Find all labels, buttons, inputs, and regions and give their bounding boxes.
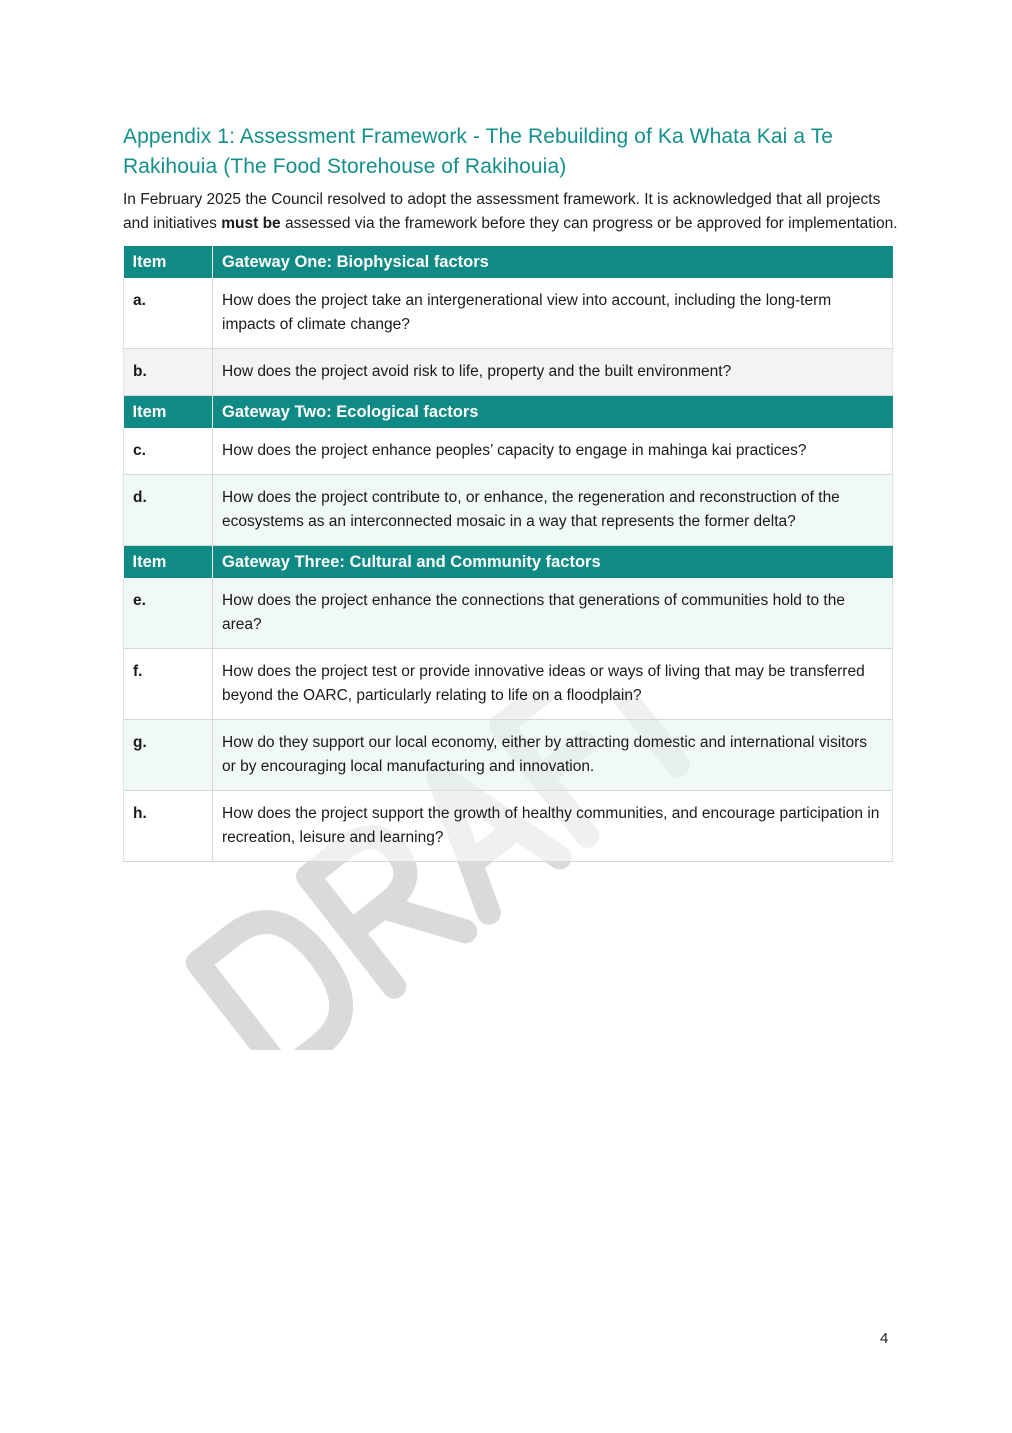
item-question: How does the project take an intergenerational view into account, including the long-term impacts of climate change? [213, 278, 893, 349]
item-column-header: Item [124, 546, 213, 579]
item-question: How does the project test or provide innovative ideas or ways of living that may be transferred beyond the OARC, particularly relating to life on a floodplain? [213, 649, 893, 720]
table-row [124, 649, 893, 720]
table-header-row [124, 246, 893, 278]
item-column-header: Item [124, 246, 213, 278]
item-question: How does the project avoid risk to life, property and the built environment? [213, 349, 893, 396]
table-row [124, 578, 893, 649]
gateway-three-header: Gateway Three: Cultural and Community factors [213, 546, 893, 579]
table-row [124, 791, 893, 862]
page-number: 4 [880, 1330, 889, 1347]
document-body [123, 122, 898, 862]
page-title: Appendix 1: Assessment Framework - The Rebuilding of Ka Whata Kai a Te Rakihouia (The Food Storehouse of Rakihouia) [123, 125, 834, 178]
item-label: d. [124, 475, 213, 546]
item-column-header: Item [124, 396, 213, 429]
item-label: e. [124, 578, 213, 649]
item-question: How does the project enhance the connections that generations of communities hold to the area? [213, 578, 893, 649]
item-label: h. [124, 791, 213, 862]
item-label: g. [124, 720, 213, 791]
table-row [124, 428, 893, 475]
intro-text: In February 2025 the Council resolved to adopt the assessment framework. It is acknowledged that all projects and initiatives [123, 191, 881, 232]
item-question: How does the project enhance peoples’ capacity to engage in mahinga kai practices? [213, 428, 893, 475]
item-question: How do they support our local economy, either by attracting domestic and international visitors or by encouraging local manufacturing and innovation. [213, 720, 893, 791]
item-question: How does the project contribute to, or enhance, the regeneration and reconstruction of the ecosystems as an interconnected mosaic in a way that represents the former delta? [213, 475, 893, 546]
item-label: f. [124, 649, 213, 720]
gateway-one-header: Gateway One: Biophysical factors [213, 246, 893, 278]
item-label: c. [124, 428, 213, 475]
table-row [124, 720, 893, 791]
item-question: How does the project support the growth of healthy communities, and encourage participation in recreation, leisure and learning? [213, 791, 893, 862]
gateway-two-header: Gateway Two: Ecological factors [213, 396, 893, 429]
item-label: b. [124, 349, 213, 396]
table-row [124, 278, 893, 349]
table-header-row [124, 546, 893, 579]
item-label: a. [124, 278, 213, 349]
assessment-framework-table [123, 246, 893, 862]
table-row [124, 349, 893, 396]
intro-text-end: assessed via the framework before they can progress or be approved for implementation. [280, 214, 898, 232]
intro-emphasis: must be [221, 214, 281, 232]
table-header-row [124, 396, 893, 429]
intro-paragraph [123, 188, 898, 235]
table-row [124, 475, 893, 546]
